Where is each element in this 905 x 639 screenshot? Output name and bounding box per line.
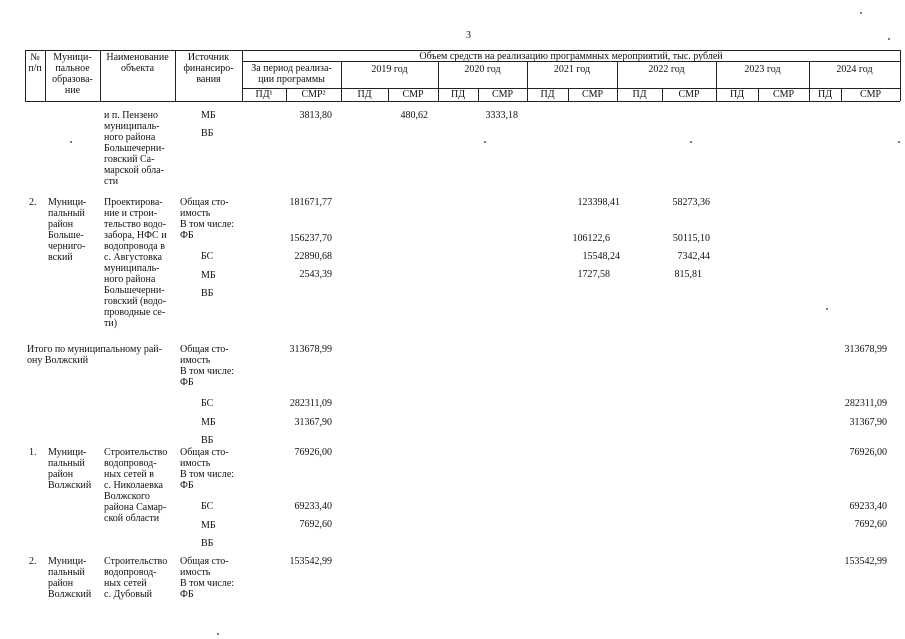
value-2019-smr: 480,62 — [400, 110, 428, 121]
value-period-smr: 22890,68 — [294, 251, 332, 262]
row-total-title: Итого по муниципальному рай- ону Волжский — [27, 344, 162, 366]
scan-speck — [826, 308, 828, 310]
scan-speck — [860, 12, 862, 14]
value-2022-smr: 815,81 — [674, 269, 702, 280]
value-2024-smr: 69233,40 — [849, 501, 887, 512]
row-number: 1. — [29, 447, 37, 458]
value-2024-smr: 7692,60 — [854, 519, 887, 530]
value-period-smr: 3813,80 — [299, 110, 332, 121]
value-period-smr: 69233,40 — [294, 501, 332, 512]
value-period-smr: 156237,70 — [289, 233, 332, 244]
value-total-2022: 58273,36 — [672, 197, 710, 208]
value-2022-smr: 7342,44 — [677, 251, 710, 262]
header-year: 2022 год — [648, 64, 685, 75]
value-period-smr: 7692,60 — [299, 519, 332, 530]
row-source-bs: БС — [201, 398, 214, 409]
value-2020-smr: 3333,18 — [485, 110, 518, 121]
scan-speck — [888, 38, 890, 40]
header-smr: СМР — [581, 89, 604, 100]
value-total-period: 181671,77 — [289, 197, 332, 208]
value-2021-smr: 15548,24 — [582, 251, 620, 262]
row-source-total: Общая сто- имость В том числе: ФБ — [180, 556, 235, 600]
row-source-mb: МБ — [201, 417, 216, 428]
header-col-object: Наименование объекта — [106, 52, 169, 74]
row-municipality: Муници- пальный район Волжский — [48, 556, 92, 600]
row-municipality: Муници- пальный район Волжский — [48, 447, 92, 491]
value-2024-smr: 31367,90 — [849, 417, 887, 428]
row-source-total: Общая сто- имость В том числе: ФБ — [180, 447, 235, 491]
header-col-source: Источник финансиро- вания — [183, 52, 234, 85]
value-total-2024: 153542,99 — [844, 556, 887, 567]
header-year: 2019 год — [371, 64, 408, 75]
header-pd: ПД — [450, 89, 466, 100]
header-year: 2024 год — [836, 64, 873, 75]
header-smr: СМР — [402, 89, 424, 100]
row-source-mb: МБ — [201, 520, 216, 531]
row-object-name: Строительство водопровод- ных сетей с. Дубовый — [104, 556, 168, 600]
value-2022-smr: 50115,10 — [672, 233, 710, 244]
header-smr: СМР — [772, 89, 795, 100]
row-source-mb: МБ — [201, 270, 216, 281]
row-number: 2. — [29, 197, 37, 208]
header-pd: ПД — [729, 89, 745, 100]
row-object-name: Проектирова- ние и строи- тельство водо- забора, НФС и водопровода в с. Августовка муниципаль- ного района Большечерни- говский (водо- проводные се- ти) — [104, 197, 167, 329]
row-source-vb: ВБ — [201, 435, 214, 446]
scan-speck — [70, 141, 72, 143]
header-pd: ПД — [817, 89, 833, 100]
row-source-bs: БС — [201, 501, 214, 512]
page-number: 3 — [466, 30, 471, 41]
header-smr: СМР — [491, 89, 514, 100]
header-smr: СМР² — [301, 89, 326, 100]
value-total-period: 153542,99 — [289, 556, 332, 567]
scan-speck — [217, 633, 219, 635]
header-col-municipality: Муници- пальное образова- ние — [52, 52, 93, 96]
header-pd: ПД — [632, 89, 647, 100]
row-source-vb: ВБ — [201, 288, 214, 299]
value-period-smr: 31367,90 — [294, 417, 332, 428]
header-year: 2020 год — [464, 64, 501, 75]
row-number: 2. — [29, 556, 37, 567]
header-year: 2021 год — [553, 64, 591, 75]
row-municipality: Муници- пальный район Больше- черниго- вский — [48, 197, 87, 263]
header-col-number: № п/п — [28, 52, 42, 74]
scan-speck — [484, 141, 486, 143]
header-pd: ПД — [540, 89, 555, 100]
value-total-2024: 76926,00 — [849, 447, 887, 458]
header-pd: ПД — [357, 89, 372, 100]
value-total-period: 76926,00 — [294, 447, 332, 458]
row-source-vb: ВБ — [201, 128, 214, 139]
value-2021-smr: 106122,6 — [572, 233, 610, 244]
value-total-2021: 123398,41 — [577, 197, 620, 208]
value-2021-smr: 1727,58 — [577, 269, 610, 280]
value-period-smr: 282311,09 — [289, 398, 332, 409]
row-object-name: и п. Пензено муниципаль- ного района Большечерни- говский Са- марской обла- сти — [104, 110, 165, 187]
header-smr: СМР — [678, 89, 700, 100]
row-object-name: Строительство водопровод- ных сетей в с. Николаевка Волжского района Самар- ской области — [104, 447, 168, 524]
row-source-vb: ВБ — [201, 538, 214, 549]
header-bottom-border — [25, 101, 900, 102]
value-2024-smr: 282311,09 — [844, 398, 887, 409]
scan-speck — [690, 141, 692, 143]
header-period: За период реализа- ции программы — [251, 63, 332, 85]
scan-speck — [898, 141, 900, 143]
row-source-total: Общая сто- имость В том числе: ФБ — [180, 344, 235, 388]
row-source-mb: МБ — [201, 110, 216, 121]
value-period-smr: 2543,39 — [299, 269, 332, 280]
header-col-volume: Объем средств на реализацию программных мероприятий, тыс. рублей — [419, 51, 723, 62]
header-pd: ПД¹ — [255, 89, 273, 100]
row-source-bs: БС — [201, 251, 214, 262]
header-year: 2023 год — [744, 64, 781, 75]
value-total-period: 313678,99 — [289, 344, 332, 355]
header-smr: СМР — [859, 89, 882, 100]
row-source-total: Общая сто- имость В том числе: ФБ — [180, 197, 235, 241]
value-total-2024: 313678,99 — [844, 344, 887, 355]
header-vline — [900, 50, 901, 101]
